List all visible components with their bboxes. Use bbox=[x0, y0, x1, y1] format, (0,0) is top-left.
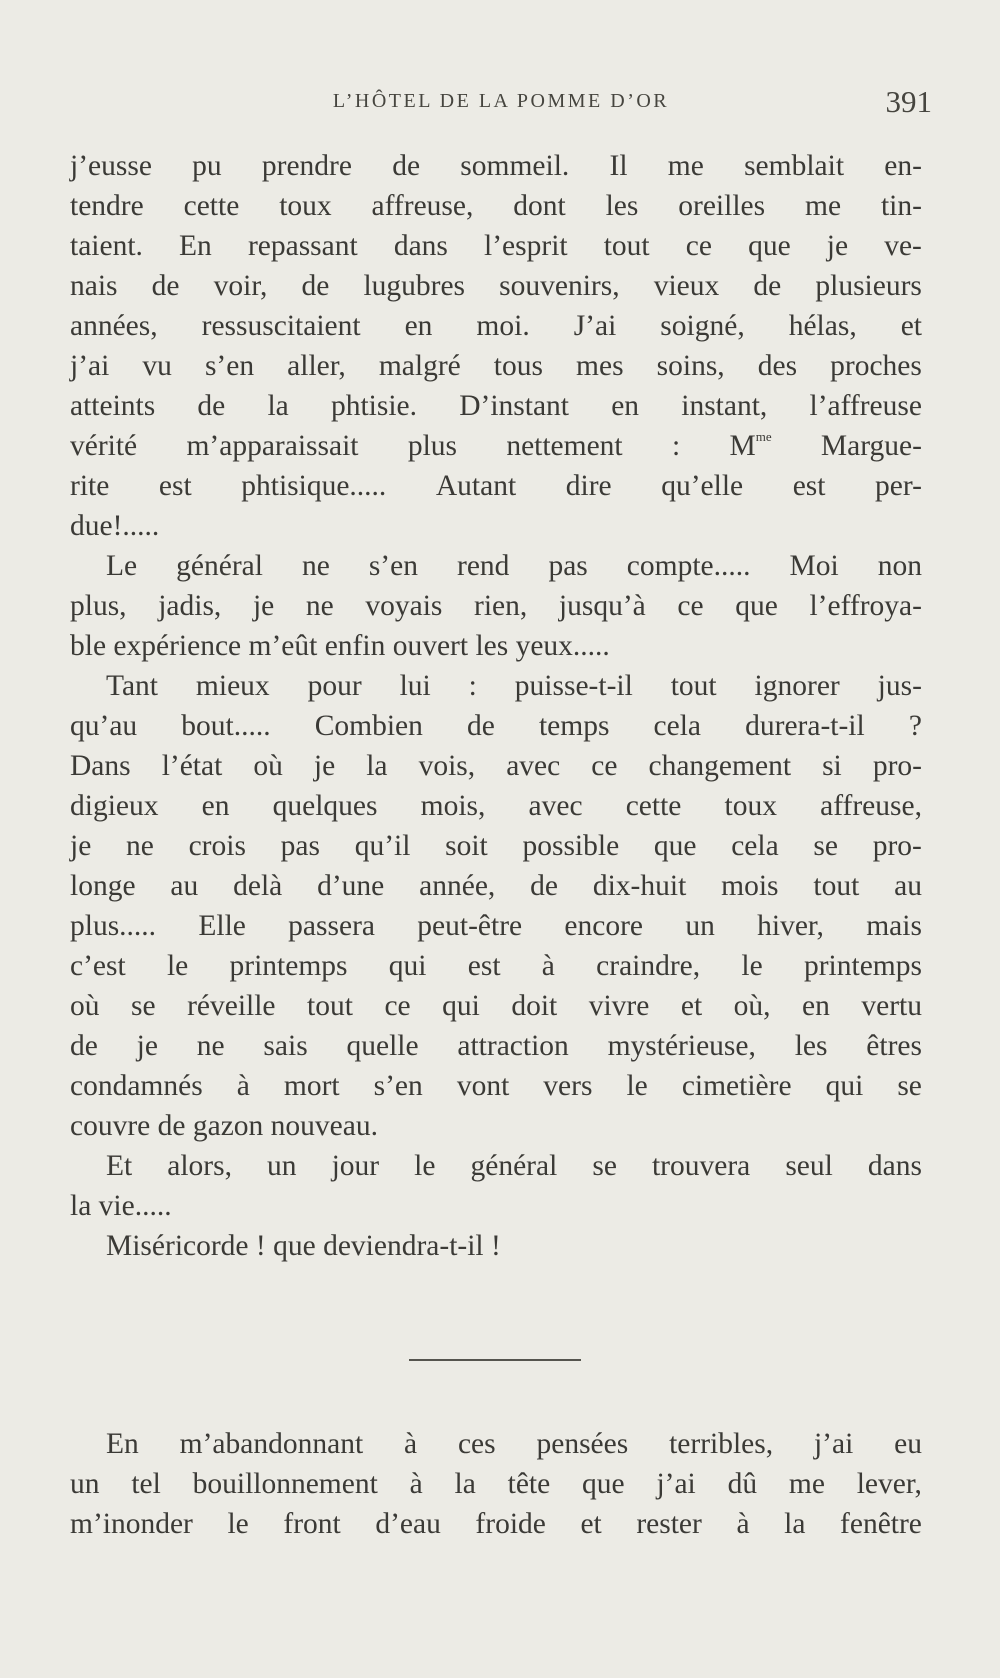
text-line-content: Miséricorde ! que deviendra-t-il ! bbox=[106, 1230, 501, 1262]
text-line-content: couvre de gazon nouveau. bbox=[70, 1110, 378, 1142]
text-line: j’eusse pu prendre de sommeil. Il me semblait en- bbox=[70, 150, 922, 182]
text-line: Le général ne s’en rend pas compte..... Moi non bbox=[106, 550, 922, 582]
text-line bbox=[70, 506, 922, 546]
text-line: Et alors, un jour le général se trouvera seul dans bbox=[106, 1150, 922, 1182]
page-number: 391 bbox=[885, 84, 932, 119]
text-line: atteints de la phtisie. D’instant en instant, l’affreuse bbox=[70, 390, 922, 422]
text-line: j’ai vu s’en aller, malgré tous mes soins, des proches bbox=[70, 350, 922, 382]
running-title: L’HÔTEL DE LA POMME D’OR bbox=[332, 90, 670, 112]
text-line: plus, jadis, je ne voyais rien, jusqu’à ce que l’effroya- bbox=[70, 590, 922, 622]
text-line: longe au delà d’une année, de dix-huit mois tout au bbox=[70, 870, 922, 902]
text-line: condamnés à mort s’en vont vers le cimetière qui se bbox=[70, 1070, 922, 1102]
text-line-content: la vie..... bbox=[70, 1190, 172, 1222]
text-line: Dans l’état où je la vois, avec ce changement si pro- bbox=[70, 750, 922, 782]
text-line: digieux en quelques mois, avec cette toux affreuse, bbox=[70, 790, 922, 822]
text-line bbox=[70, 1106, 922, 1146]
text-line: taient. En repassant dans l’esprit tout ce que je ve- bbox=[70, 230, 922, 262]
text-line: vérité m’apparaissait plus nettement : $M^{me}$ Margue- bbox=[70, 426, 922, 466]
text-line: de je ne sais quelle attraction mystérieuse, les êtres bbox=[70, 1030, 922, 1062]
text-line: tendre cette toux affreuse, dont les oreilles me tin- bbox=[70, 190, 922, 222]
text-line bbox=[70, 626, 922, 666]
text-line-content: ble expérience m’eût enfin ouvert les yeux..... bbox=[70, 630, 610, 662]
text-line: plus..... Elle passera peut-être encore un hiver, mais bbox=[70, 910, 922, 942]
body-text-continued bbox=[70, 1424, 922, 1544]
text-line: un tel bouillonnement à la tête que j’ai dû me lever, bbox=[70, 1468, 922, 1500]
running-head bbox=[70, 84, 932, 124]
text-line: années, ressuscitaient en moi. J’ai soigné, hélas, et bbox=[70, 310, 922, 342]
text-line: Tant mieux pour lui : puisse-t-il tout ignorer jus- bbox=[106, 670, 922, 702]
text-line: m’inonder le front d’eau froide et rester à la fenêtre bbox=[70, 1508, 922, 1540]
text-line bbox=[70, 1186, 922, 1226]
text-line bbox=[70, 1226, 922, 1266]
text-line: c’est le printemps qui est à craindre, le printemps bbox=[70, 950, 922, 982]
text-line: je ne crois pas qu’il soit possible que cela se pro- bbox=[70, 830, 922, 862]
abbrev-madame: $M^{me}$ bbox=[729, 429, 772, 462]
text-line: qu’au bout..... Combien de temps cela durera-t-il ? bbox=[70, 710, 922, 742]
body-text bbox=[70, 146, 922, 1266]
text-line: où se réveille tout ce qui doit vivre et où, en vertu bbox=[70, 990, 922, 1022]
text-line-content: due!..... bbox=[70, 510, 160, 542]
section-divider bbox=[409, 1359, 581, 1361]
text-line: nais de voir, de lugubres souvenirs, vieux de plusieurs bbox=[70, 270, 922, 302]
text-line: En m’abandonnant à ces pensées terribles, j’ai eu bbox=[106, 1428, 922, 1460]
text-line: rite est phtisique..... Autant dire qu’elle est per- bbox=[70, 470, 922, 502]
